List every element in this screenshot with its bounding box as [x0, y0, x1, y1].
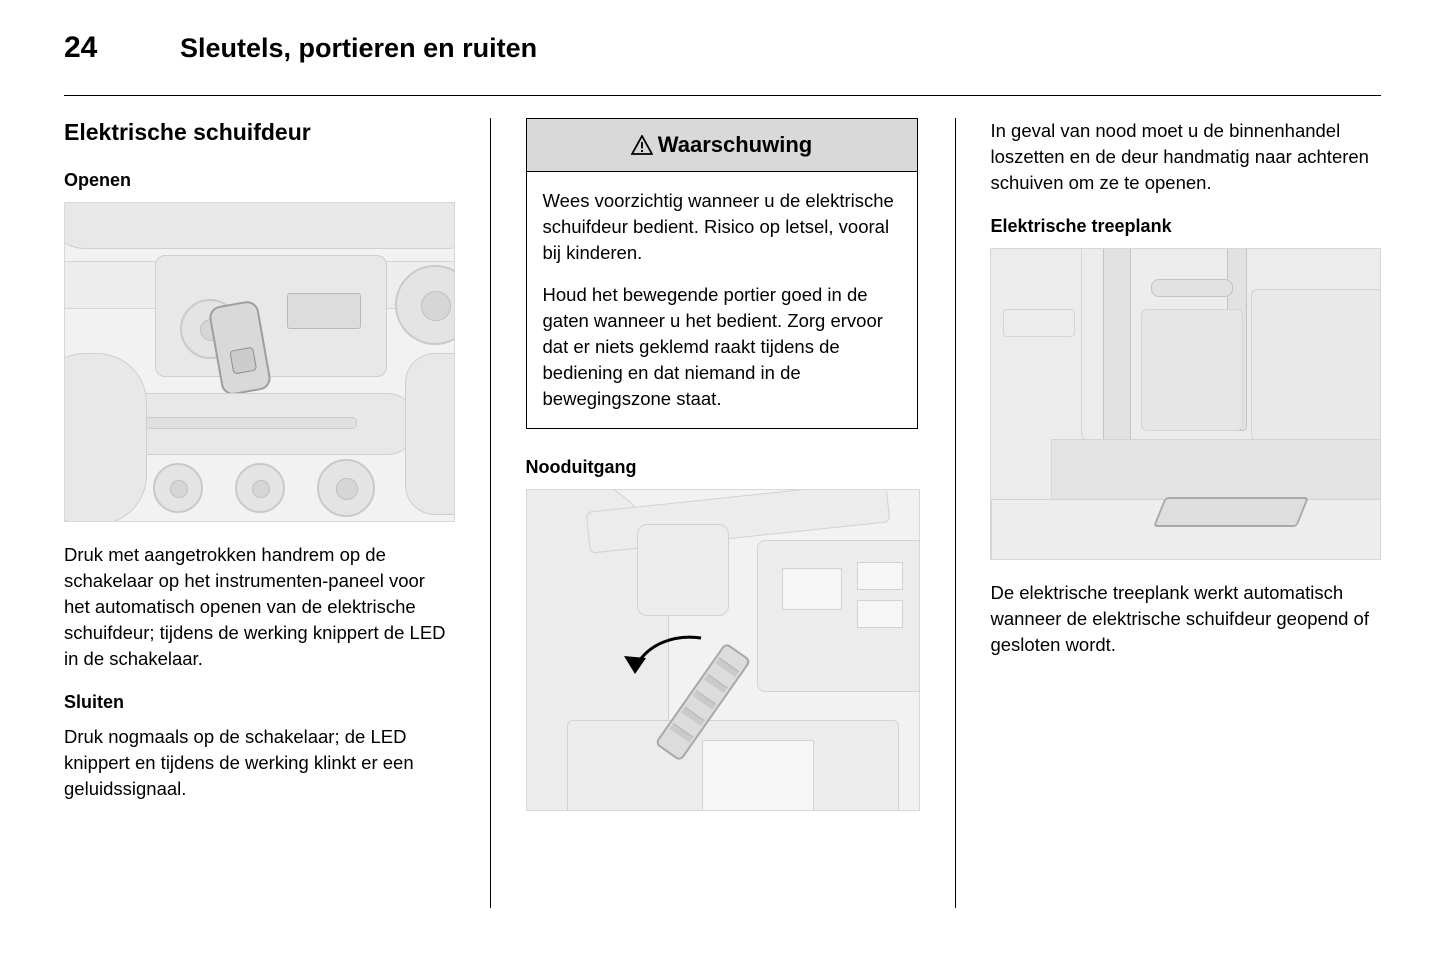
st-b-pillar — [1103, 248, 1131, 471]
header-divider — [64, 95, 1381, 96]
left-column — [64, 118, 455, 908]
dash-vent-slot — [145, 417, 357, 429]
emergency-exit-figure — [526, 489, 920, 811]
step-description-text: De elektrische treeplank werkt automatisch wanneer de elektrische schuifdeur geopend of gesloten wordt. — [990, 582, 1369, 655]
close-instruction-text: Druk nogmaals op de schakelaar; de LED knippert en tijdens de werking klinkt er een geluidssignaal. — [64, 726, 414, 799]
open-instruction-text: Druk met aangetrokken handrem op de schakelaar op het instrumenten-paneel voor het automatisch openen van de elektrische schuifdeur; tijdens de werking knippert de LED in de schakelaar. — [64, 544, 446, 669]
warning-title: Waarschuwing — [657, 132, 813, 157]
st-grab-rail-top — [1151, 279, 1233, 297]
content-columns — [64, 118, 1381, 908]
st-deployed-step — [1153, 497, 1309, 527]
dashboard-switch-figure — [64, 202, 455, 522]
warning-box — [526, 118, 918, 429]
switch-button — [229, 347, 257, 375]
ee-panel-recess-3 — [857, 600, 903, 628]
electric-step-figure — [990, 248, 1381, 560]
column-divider-1 — [490, 118, 491, 908]
middle-column — [526, 118, 920, 908]
dash-left-vent — [64, 353, 147, 522]
subheading-nooduitgang: Nooduitgang — [525, 457, 637, 477]
page-number: 24 — [64, 31, 98, 64]
subheading-sluiten: Sluiten — [64, 692, 125, 712]
ee-panel-recess-2 — [857, 562, 903, 590]
subheading-elektrische-treeplank: Elektrische treeplank — [990, 216, 1172, 236]
warning-paragraph-1: Wees voorzichtig wanneer u de elektrische schuifdeur bedient. Risico op letsel, vooral bij kinderen. — [542, 190, 894, 263]
page-header — [64, 30, 1381, 86]
ee-hinge-plate — [637, 524, 729, 616]
st-side-detail — [1003, 309, 1075, 337]
warning-triangle-icon — [631, 135, 653, 155]
st-interior-panel — [1251, 289, 1381, 441]
ee-direction-arrow-icon — [619, 630, 709, 700]
dash-right-panel — [405, 353, 455, 515]
dash-upper-panel — [64, 202, 455, 249]
warning-body — [527, 172, 917, 428]
warning-paragraph-2: Houd het bewegende portier goed in de gaten wanneer u het bedient. Zorg ervoor dat er niets geklemd raakt tijdens de bediening en dat niemand in de bewegingszone staat. — [542, 284, 883, 409]
ee-panel-recess-1 — [782, 568, 842, 610]
ee-lower-recess — [702, 740, 814, 811]
st-seat — [1141, 309, 1243, 431]
right-column — [990, 118, 1381, 908]
dash-knob-a — [153, 463, 203, 513]
dash-knob-c — [317, 459, 375, 517]
page-title: Sleutels, portieren en ruiten — [180, 33, 538, 63]
section-title-electric-sliding-door: Elektrische schuifdeur — [64, 119, 311, 145]
warning-header — [527, 119, 917, 172]
column-divider-2 — [955, 118, 956, 908]
dash-display — [287, 293, 361, 329]
emergency-instruction-text: In geval van nood moet u de binnenhandel loszetten en de deur handmatig naar achteren schuiven om ze te openen. — [990, 120, 1369, 193]
dash-knob-b — [235, 463, 285, 513]
subheading-openen: Openen — [64, 170, 132, 190]
